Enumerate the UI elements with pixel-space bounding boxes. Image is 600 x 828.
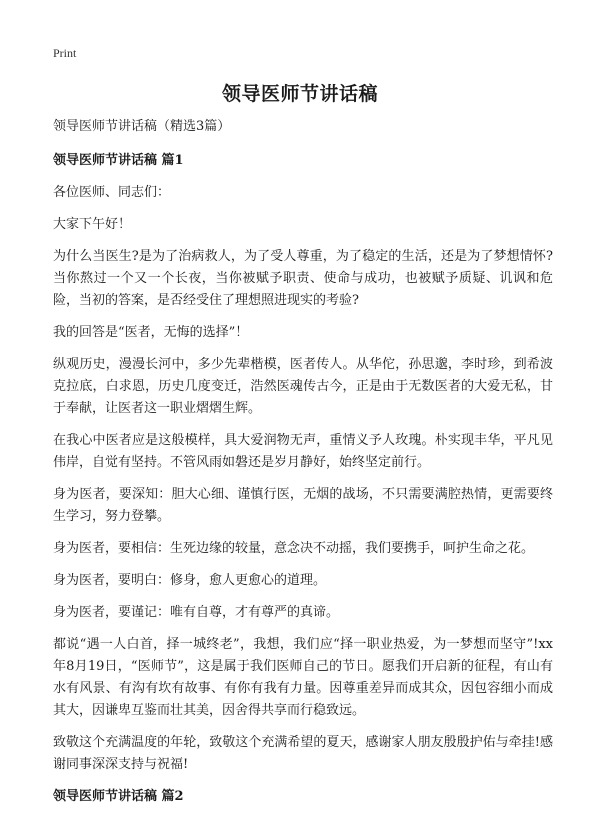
paragraph-tribute: 致敬这个充满温度的年轮，致敬这个充满希望的夏天，感谢家人朋友殷殷护佑与牵挂!感谢同事深深支持与祝福! [53,735,553,772]
paragraph-doctors-day: 都说“遇一人白首，择一城终老”，我想，我们应“择一职业热爱，为一梦想而坚守”!xx年8月19日，“医师节”，这是属于我们医师自己的节日。愿我们开启新的征程，有山有水有风景、有沟有坎有故事、有你有我有力量。因尊重差异而成其众，因包容细小而成其大，因谦卑互鉴而壮其美，因舍得共享而行稳致远。 [53,637,553,718]
document-body [53,116,553,818]
paragraph-remember: 身为医者，要谨记：唯有自尊，才有尊严的真谛。 [53,605,340,620]
paragraph-ideal-doctor: 在我心中医者应是这般模样，具大爱润物无声，重情义予人玫瑰。朴实现丰华，平凡见伟岸，自觉有坚持。不管风雨如磐还是岁月静好，始终坚定前行。 [53,433,553,470]
paragraph-believe: 身为医者，要相信：生死边缘的较量，意念决不动摇，我们要携手，呵护生命之花。 [53,541,535,556]
paragraph-answer: 我的回答是“医者，无悔的选择”！ [53,325,249,340]
paragraph-know: 身为医者，要深知：胆大心细、谨慎行医，无烟的战场，不只需要满腔热情，更需要终生学习，努力登攀。 [53,487,553,524]
document-title: 领导医师节讲话稿 [221,83,378,105]
print-link[interactable]: Print [53,46,77,60]
paragraph-history: 纵观历史，漫漫长河中，多少先辈楷模，医者传人。从华佗，孙思邈，李时珍，到希波克拉底，白求恩，历史几度变迁，浩然医魂传古今，正是由于无数医者的大爱无私，甘于奉献，让医者这一职业熠熠生辉。 [53,357,553,416]
section-heading-2: 领导医师节讲话稿 篇2 [53,789,184,804]
paragraph-salutation: 大家下午好！ [53,217,132,232]
paragraph-greeting: 各位医师、同志们： [53,185,171,200]
section-heading-1: 领导医师节讲话稿 篇1 [53,153,184,168]
document-subtitle: 领导医师节讲话稿（精选3篇） [53,119,231,134]
paragraph-why-doctor: 为什么当医生?是为了治病救人，为了受人尊重，为了稳定的生活，还是为了梦想情怀?当你熬过一个又一个长夜，当你被赋予职责、使命与成功，也被赋予质疑、讥讽和危险，当初的答案，是否经受住了理想照进现实的考验? [53,249,553,308]
paragraph-understand: 身为医者，要明白：修身，愈人更愈心的道理。 [53,573,327,588]
